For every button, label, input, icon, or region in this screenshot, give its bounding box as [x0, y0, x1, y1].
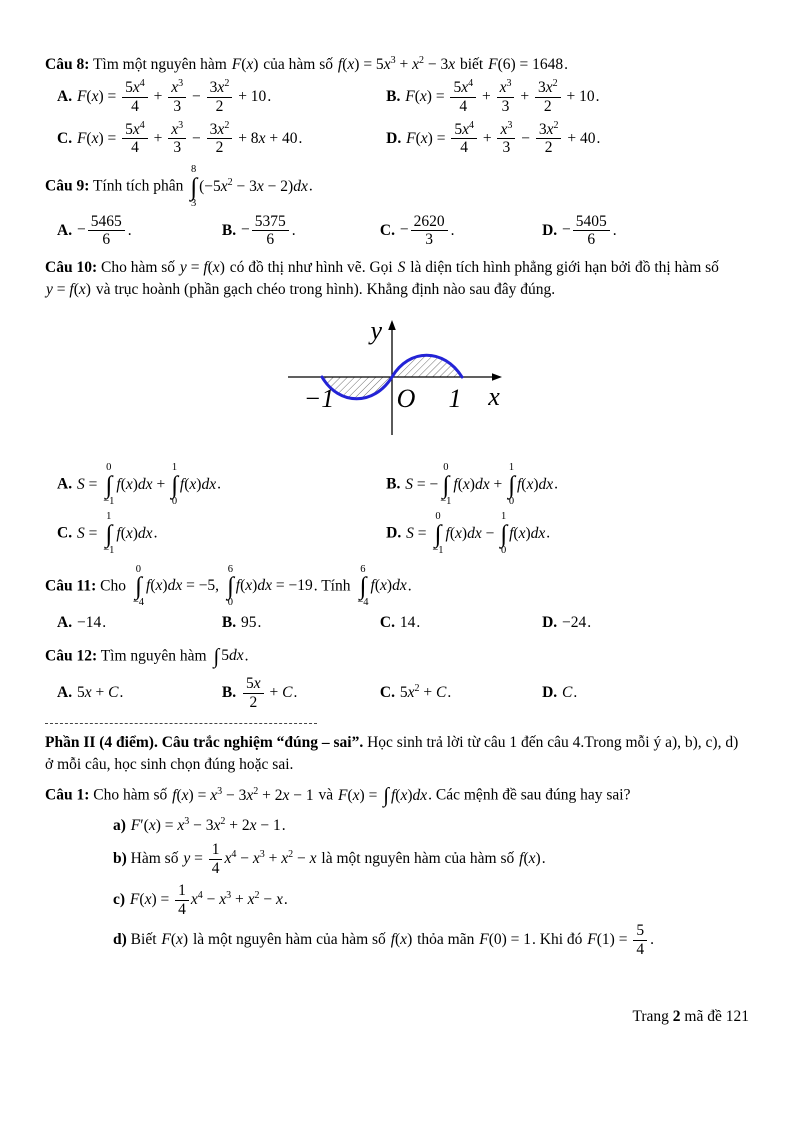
- option-cau-12-c: C. $5x^2 + C$.: [379, 682, 452, 701]
- question-cau-11: [45, 565, 750, 634]
- y-axis-arrow: [388, 320, 396, 330]
- part2-heading: Phần II (4 điểm). Câu trắc nghiệm “đúng – sai”. Học sinh trả lời từ câu 1 đến câu 4.Trong mỗi ý a), b), c), d) ở mỗi câu, học sinh chọn đúng hoặc sai.: [45, 734, 739, 774]
- option-label: A.: [57, 684, 73, 701]
- option-cau-9-b: B. − $\frac{5375}{6}$ .: [221, 212, 296, 249]
- option-cau-12-d: D. C.: [542, 684, 578, 701]
- option-label: A.: [57, 475, 73, 493]
- question-cau-10: [45, 257, 750, 557]
- question-label: Câu 9:: [45, 177, 90, 195]
- option-cau-9-d: D. − $\frac{5405}{6}$ .: [542, 212, 617, 249]
- x-axis-arrow: [492, 373, 502, 381]
- option-cau-11-b: B. 95.: [221, 613, 262, 631]
- question-label: Câu 11:: [45, 577, 97, 595]
- footer-prefix: Trang: [632, 1008, 669, 1025]
- question-p2-cau-1: [45, 781, 750, 959]
- option-label: B.: [221, 613, 237, 631]
- option-cau-8-d: D. F(x) = $\frac{5x^4}{4}$ + $\frac{x^3}{3}$ − $\frac{3x^2}{2}$ + 40.: [386, 119, 601, 157]
- option-label: D.: [386, 129, 402, 147]
- option-label: D.: [386, 525, 402, 543]
- question-text: Câu 11: Cho 0 ∫ −4 f(x)dx = −5, 6 ∫ 0 f(x)dx = −19. Tính 6 ∫ −4 f(x)dx.: [45, 563, 412, 609]
- option-label: A.: [57, 87, 73, 105]
- statement-p2-cau-1-d: d) Biết F(x) là một nguyên hàm của hàm số f(x) thỏa mãn F(0) = 1. Khi đó F(1) = $\frac{5}{4}$ .: [113, 922, 654, 959]
- option-label: B.: [386, 475, 401, 493]
- options-cau-10: [45, 463, 750, 557]
- options-cau-8: [45, 79, 750, 157]
- option-cau-8-a: A. F(x) = $\frac{5x^4}{4}$ + $\frac{x^3}{3}$ − $\frac{3x^2}{2}$ + 10.: [57, 77, 272, 115]
- option-label: C.: [57, 129, 73, 147]
- option-label: D.: [542, 684, 558, 701]
- options-cau-9: [45, 213, 750, 250]
- option-label: C.: [379, 684, 395, 701]
- option-cau-9-a: A. − $\frac{5465}{6}$ .: [57, 212, 132, 249]
- question-cau-12: [45, 642, 750, 711]
- question-label: Câu 1:: [45, 786, 90, 804]
- question-text: Câu 8: Tìm một nguyên hàm F(x) của hàm số $f(x) = 5x^3 + x^2 - 3x$ biết F(6) = 1648.: [45, 54, 569, 73]
- question-label: Câu 8:: [45, 56, 90, 73]
- statement-label: b): [113, 850, 127, 867]
- question-label: Câu 10:: [45, 259, 98, 277]
- page-footer: [632, 1006, 749, 1028]
- question-text: Câu 1: Cho hàm số $f(x) = x^3 - 3x^2 + 2x - 1$ và F(x) = ∫ f(x)dx. Các mệnh đề sau đúng hay sai?: [45, 783, 631, 808]
- option-label: C.: [379, 613, 395, 631]
- exam-content: [45, 54, 750, 959]
- footer-page-number: 2: [672, 1008, 681, 1025]
- statement-label: a): [113, 817, 126, 835]
- option-label: B.: [221, 683, 237, 701]
- option-cau-12-b: B. $\frac{5x}{2}$ + C.: [221, 674, 298, 711]
- option-label: B.: [386, 87, 401, 105]
- section-separator: [45, 723, 317, 724]
- option-cau-11-d: D. −24.: [542, 613, 592, 631]
- options-cau-11: [45, 612, 750, 634]
- sine-graph-figure: [282, 315, 514, 447]
- question-text: Câu 12: Tìm nguyên hàm ∫ 5dx.: [45, 643, 249, 668]
- option-cau-11-a: A. −14.: [57, 613, 107, 631]
- question-cau-8: [45, 54, 750, 157]
- option-cau-10-d: D. S = 0 ∫ −1 f(x)dx − 1 ∫ 0 f(x)dx.: [386, 511, 551, 557]
- question-text: Câu 9: Tính tích phân 8 ∫ 3 $(-5x^2 - 3x - 2)dx$.: [45, 164, 313, 209]
- question-cau-9: [45, 165, 750, 249]
- statement-p2-cau-1-c: c) F(x) = $\frac{1}{4}$ $x^4 - x^3 + x^2 - x$.: [113, 881, 288, 918]
- statement-p2-cau-1-b: b) Hàm số y = $\frac{1}{4}$ $x^4 - x^3 + x^2 - x$ là một nguyên hàm của hàm số f(x).: [113, 841, 546, 877]
- option-label: A.: [57, 221, 73, 239]
- options-cau-12: [45, 675, 750, 712]
- left-bound-label: −1: [303, 384, 334, 414]
- option-cau-11-c: C. 14.: [379, 613, 421, 631]
- statement-label: c): [113, 890, 126, 908]
- x-axis-label: x: [487, 382, 500, 412]
- statement-p2-cau-1-a: a) $F'(x) = x^3 - 3x^2 + 2x - 1$.: [113, 815, 286, 835]
- option-cau-10-b: B. S = − 0 ∫ −1 f(x)dx + 1 ∫ 0 f(x)dx.: [386, 462, 559, 507]
- statement-label: d): [113, 931, 127, 949]
- option-label: A.: [57, 613, 73, 631]
- option-cau-10-c: C. S = 1 ∫ −1 f(x)dx.: [57, 511, 158, 557]
- question-text: Câu 10: Cho hàm số y = f(x) có đồ thị như hình vẽ. Gọi S là diện tích hình phẳng giới hạn bởi đồ thị hàm số y = f(x) và trục hoành (phần gạch chéo trong hình). Khẳng định nào sau đây đúng.: [45, 259, 719, 299]
- option-label: C.: [379, 221, 395, 239]
- option-cau-12-a: A. 5x + C.: [57, 684, 124, 701]
- y-axis-label: y: [369, 316, 382, 346]
- option-label: C.: [57, 525, 73, 543]
- right-bound-label: 1: [448, 384, 461, 414]
- option-label: D.: [542, 221, 558, 239]
- footer-suffix: mã đề 121: [684, 1008, 749, 1025]
- figure-slot: [45, 315, 750, 447]
- option-label: B.: [221, 221, 237, 239]
- option-cau-8-c: C. F(x) = $\frac{5x^4}{4}$ + $\frac{x^3}{3}$ − $\frac{3x^2}{2}$ + 8x + 40.: [57, 119, 303, 157]
- option-cau-8-b: B. F(x) = $\frac{5x^4}{4}$ + $\frac{x^3}{3}$ + $\frac{3x^2}{2}$ + 10.: [386, 77, 600, 115]
- option-cau-9-c: C. − $\frac{2620}{3}$ .: [379, 212, 455, 249]
- part2-heading-bold: Phần II (4 điểm). Câu trắc nghiệm “đúng – sai”.: [45, 734, 364, 752]
- origin-label: O: [396, 384, 415, 414]
- option-label: D.: [542, 613, 558, 631]
- option-cau-10-a: A. S = 0 ∫ −1 f(x)dx + 1 ∫ 0 f(x)dx.: [57, 462, 221, 507]
- question-label: Câu 12:: [45, 647, 98, 665]
